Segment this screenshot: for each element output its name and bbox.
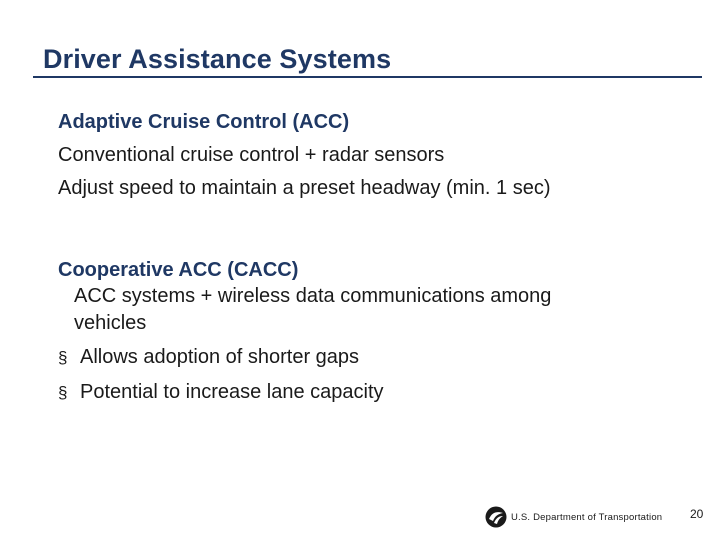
acc-section: [58, 106, 550, 205]
cacc-bullet-1: [58, 345, 359, 370]
cacc-description-line-2: vehicles: [74, 312, 147, 334]
title-underline: [33, 76, 702, 78]
page-number: 20: [690, 507, 704, 521]
footer: [485, 505, 662, 529]
acc-line-1: Conventional cruise control + radar sensors: [58, 144, 445, 166]
cacc-description-line-1: ACC systems + wireless data communications among: [74, 285, 552, 307]
cacc-bullet-2: [58, 380, 384, 405]
acc-line-2: Adjust speed to maintain a preset headway (min. 1 sec): [58, 177, 551, 199]
bullet-icon: §: [58, 383, 68, 402]
acc-heading: Adaptive Cruise Control (ACC): [58, 111, 350, 133]
cacc-bullet-text: Potential to increase lane capacity: [80, 381, 384, 403]
cacc-heading: Cooperative ACC (CACC): [58, 259, 299, 281]
slide-title: Driver Assistance Systems: [43, 44, 392, 74]
dot-emblem-icon: [485, 506, 507, 528]
bullet-icon: §: [58, 348, 68, 367]
cacc-bullet-text: Allows adoption of shorter gaps: [80, 346, 360, 368]
cacc-section: [58, 253, 298, 287]
footer-organization: U.S. Department of Transportation: [511, 511, 663, 523]
